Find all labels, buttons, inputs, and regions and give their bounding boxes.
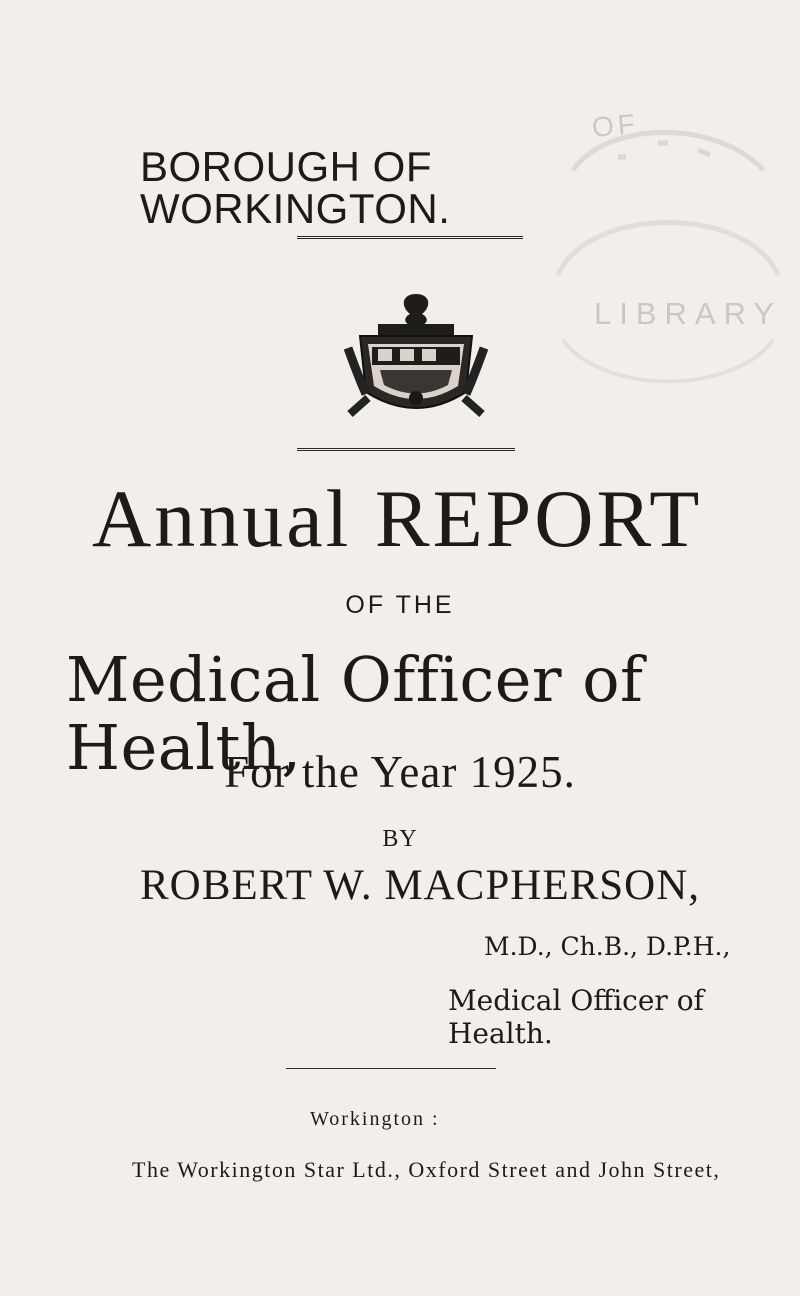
middle-double-rule <box>297 448 515 451</box>
borough-crest <box>340 288 492 420</box>
publisher-place: Workington : <box>310 1108 440 1130</box>
of-the-label: OF THE <box>345 591 455 619</box>
borough-heading: BOROUGH OF WORKINGTON. <box>140 143 451 232</box>
by-label: BY <box>382 826 418 852</box>
stamp-arc-text: OF <box>590 108 641 143</box>
author-degrees: M.D., Ch.B., D.P.H., <box>484 932 731 961</box>
year-line: For the Year 1925. <box>224 747 576 797</box>
publisher-line: The Workington Star Ltd., Oxford Street and John Street, <box>132 1157 721 1182</box>
author-name: ROBERT W. MACPHERSON, <box>140 862 701 909</box>
author-role: Medical Officer of Health. <box>448 984 704 1050</box>
annual-report-title: Annual REPORT <box>92 473 703 564</box>
stamp-library-text: LIBRARY <box>594 296 783 331</box>
top-double-rule <box>297 236 523 239</box>
officer-title: Medical Officer of Health, <box>66 643 644 785</box>
lower-rule <box>286 1068 496 1069</box>
